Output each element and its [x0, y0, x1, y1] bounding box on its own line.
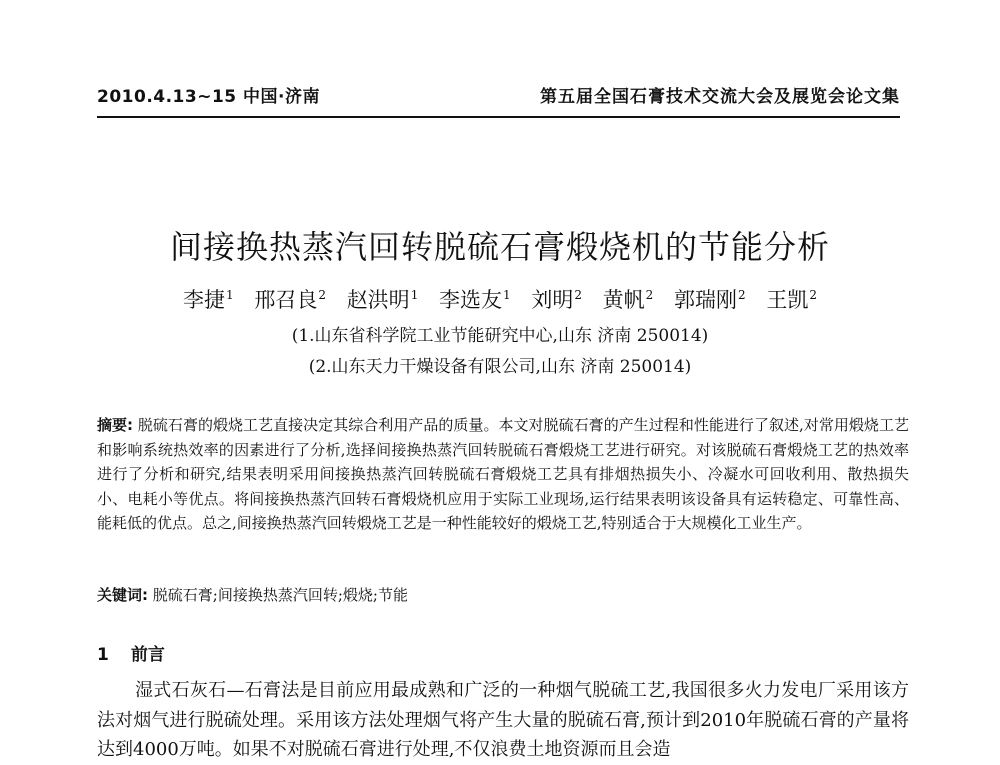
- section-body-paragraph: 湿式石灰石—石膏法是目前应用最成熟和广泛的一种烟气脱硫工艺,我国很多火力发电厂采用该方法对烟气进行脱硫处理。采用该方法处理烟气将产生大量的脱硫石膏,预计到2010年脱硫石膏的产量将达到4000万吨。如果不对脱硫石膏进行处理,不仅浪费土地资源而且会造: [97, 680, 909, 760]
- abstract: [97, 413, 909, 536]
- keywords-text: 脱硫石膏;间接换热蒸汽回转;煅烧;节能: [152, 586, 408, 604]
- affiliation-1: (1.山东省科学院工业节能研究中心,山东 济南 250014): [291, 326, 709, 346]
- author: 刘明$^2$: [531, 288, 582, 312]
- running-header: [97, 82, 900, 118]
- keywords-label: 关键词:: [97, 586, 148, 604]
- abstract-text: 脱硫石膏的煅烧工艺直接决定其综合利用产品的质量。本文对脱硫石膏的产生过程和性能进行了叙述,对常用煅烧工艺和影响系统热效率的因素进行了分析,选择间接换热蒸汽回转脱硫石膏煅烧工艺进行研究。对该脱硫石膏煅烧工艺的热效率进行了分析和研究,结果表明采用间接换热蒸汽回转脱硫石膏煅烧工艺具有排烟热损失小、冷凝水可回收利用、散热损失小、电耗小等优点。将间接换热蒸汽回转石膏煅烧机应用于实际工业现场,运行结果表明该设备具有运转稳定、可靠性高、能耗低的优点。总之,间接换热蒸汽回转煅烧工艺是一种性能较好的煅烧工艺,特别适合于大规模化工业生产。: [97, 416, 909, 533]
- author: 李选友$^1$: [439, 288, 511, 312]
- paper-title: 间接换热蒸汽回转脱硫石膏煅烧机的节能分析: [169, 228, 830, 266]
- author: 邢召良$^2$: [254, 288, 326, 312]
- author: 赵洪明$^1$: [346, 288, 419, 312]
- author: 郭瑞刚$^2$: [674, 288, 746, 312]
- author-list: [0, 284, 1000, 314]
- author: 黄帆$^2$: [602, 288, 654, 312]
- abstract-label: 摘要:: [97, 416, 134, 434]
- author: 李捷$^1$: [183, 288, 234, 312]
- affiliation-2: (2.山东天力干燥设备有限公司,山东 济南 250014): [308, 357, 692, 377]
- header-proceedings-title: 第五届全国石膏技术交流大会及展览会论文集: [540, 87, 900, 107]
- author: 王凯$^2$: [766, 288, 817, 312]
- section-title-text: 前言: [130, 645, 165, 665]
- keywords: [97, 584, 909, 605]
- section-heading: [97, 640, 165, 665]
- section-number: 1: [97, 645, 109, 665]
- header-date-location: 2010.4.13~15 中国·济南: [97, 87, 320, 107]
